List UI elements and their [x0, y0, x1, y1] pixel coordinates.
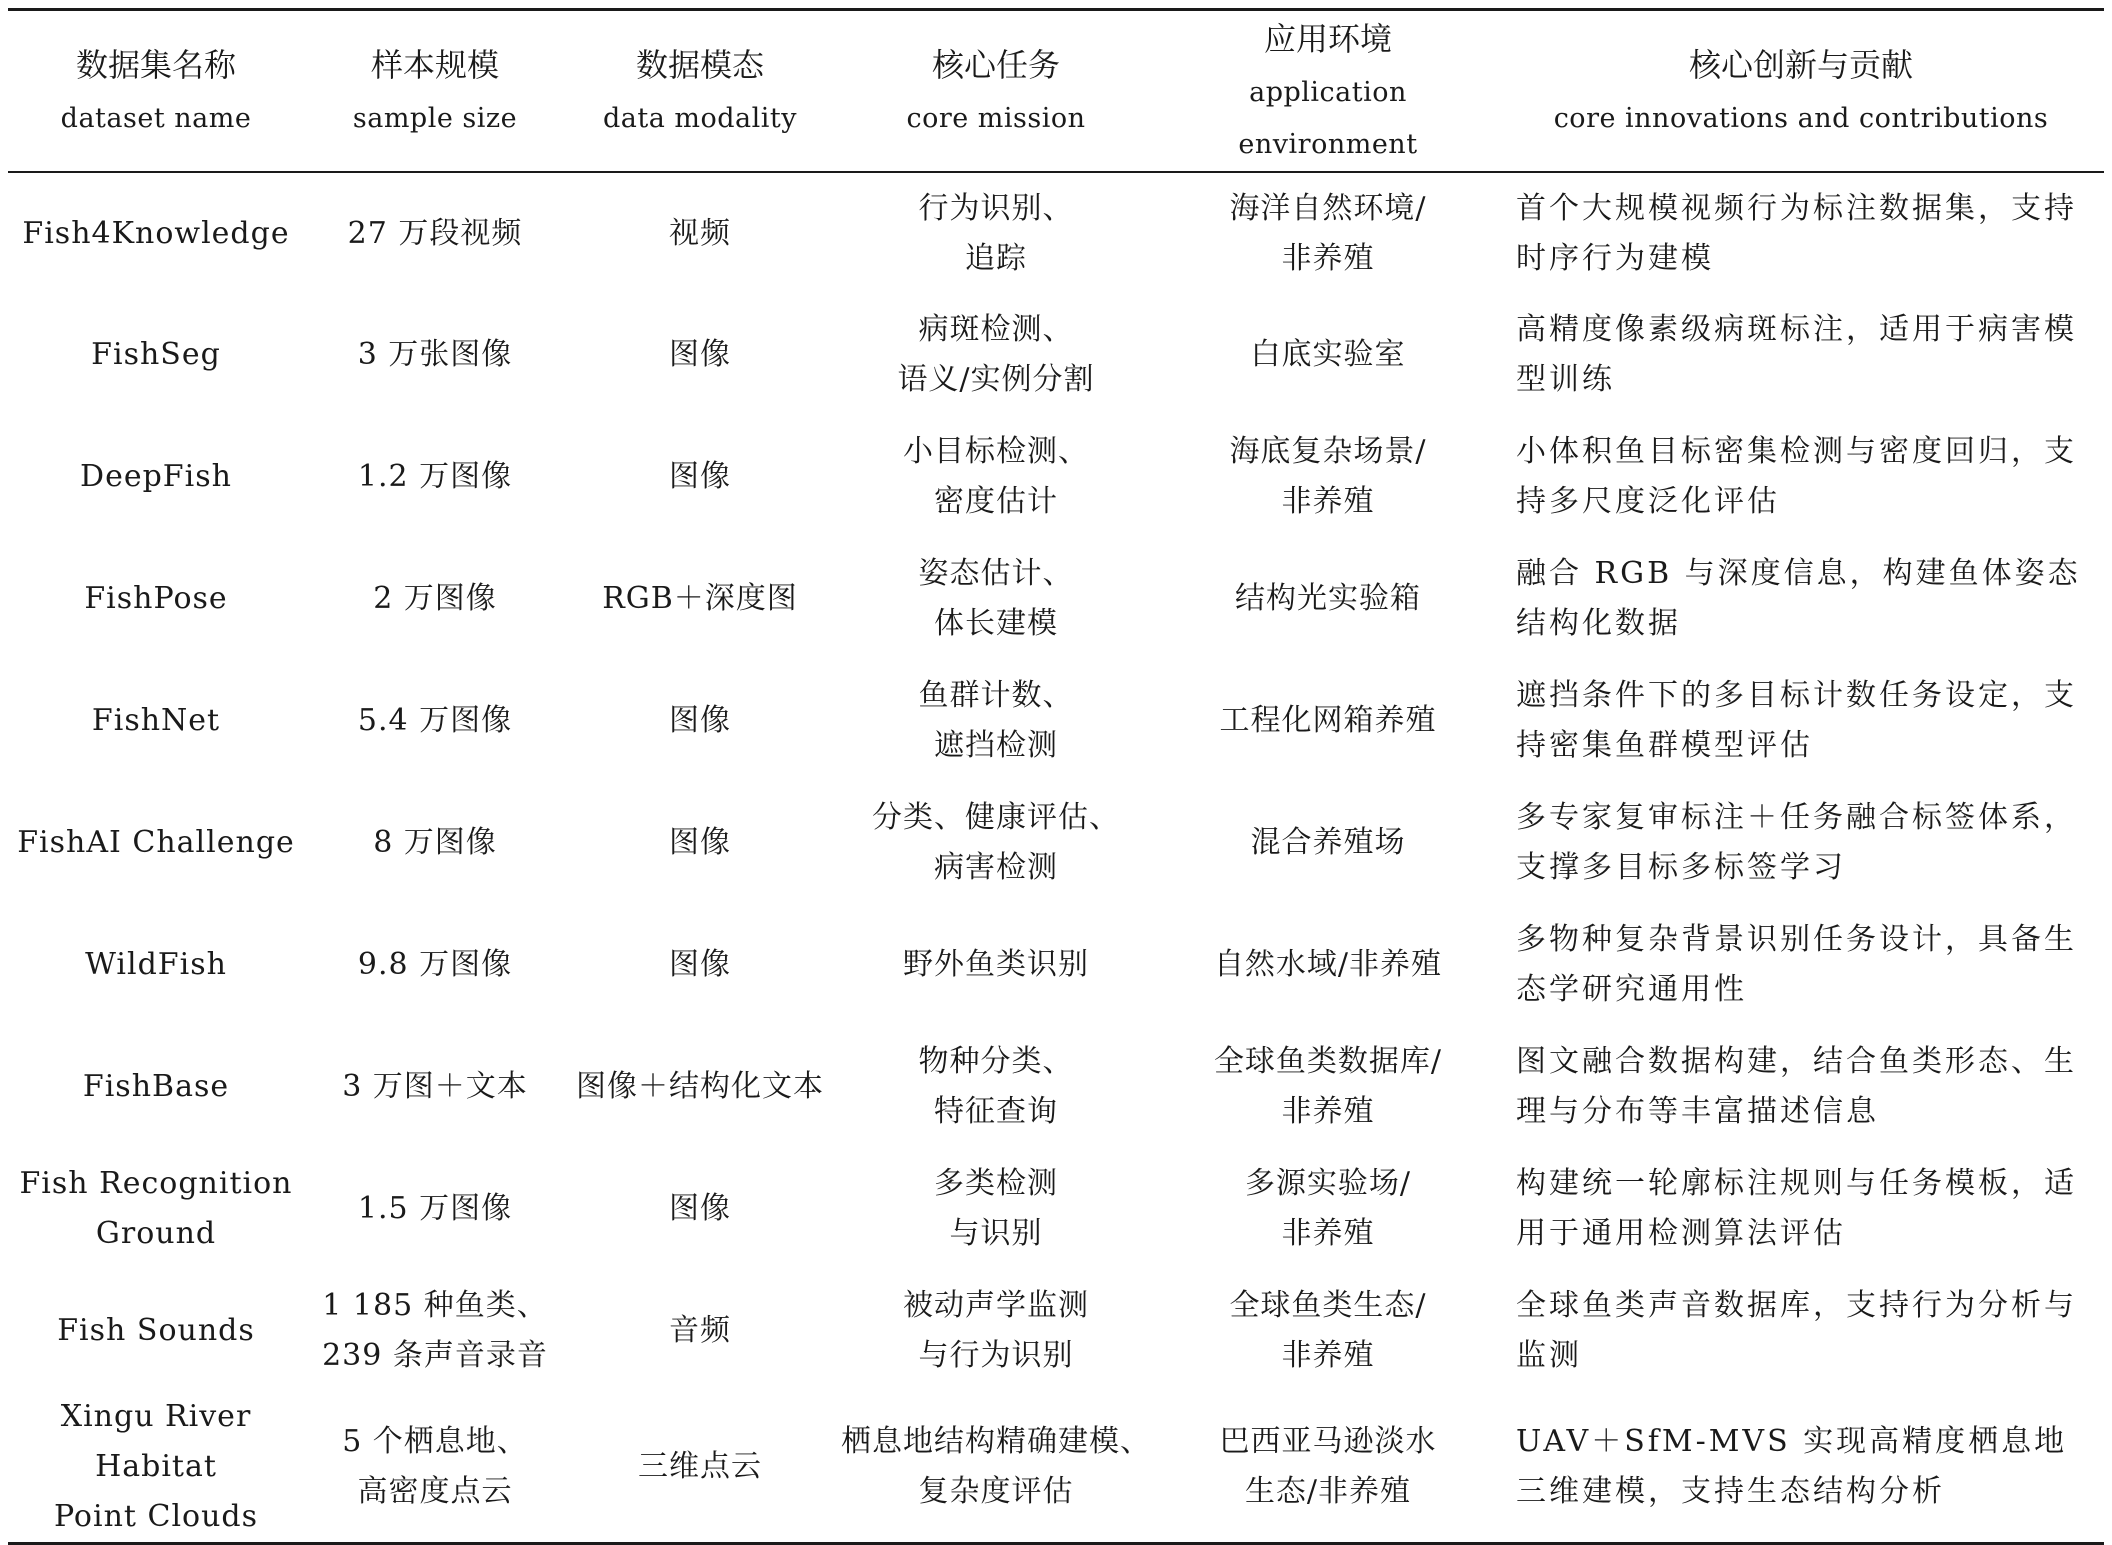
cell-core-mission: 物种分类、 特征查询: [918, 1044, 1074, 1129]
header-label-zh: 样本规模: [370, 46, 499, 84]
cell-data-modality: 音频: [669, 1313, 731, 1348]
cell-application-environment: 全球鱼类数据库/ 非养殖: [1213, 1044, 1443, 1129]
cell-data-modality: 视频: [669, 215, 731, 251]
cell-core-innovation: 图文融合数据构建，结合鱼类形态、生理与分布等丰富描述信息: [1516, 1044, 2077, 1129]
cell-data-modality: 图像: [669, 459, 731, 494]
cell-data-modality: 图像: [669, 947, 731, 982]
col-header-core-innovations: [1498, 10, 2104, 173]
cell-core-innovation: 遮挡条件下的多目标计数任务设定，支持密集鱼群模型评估: [1516, 678, 2077, 763]
cell-core-innovation: 构建统一轮廓标注规则与任务模板，适用于通用检测算法评估: [1516, 1166, 2077, 1251]
cell-data-modality: 图像: [669, 825, 731, 860]
header-label-en: core mission: [906, 103, 1086, 134]
cell-core-innovation: 小体积鱼目标密集检测与密度回归，支持多尺度泛化评估: [1516, 434, 2077, 519]
cell-application-environment: 自然水域/非养殖: [1213, 947, 1443, 982]
cell-core-innovation: 首个大规模视频行为标注数据集，支持时序行为建模: [1516, 190, 2077, 276]
cell-core-mission: 行为识别、 追踪: [918, 190, 1074, 276]
cell-sample-size: 1 185 种鱼类、 239 条声音录音: [322, 1288, 548, 1373]
table-row: [8, 294, 2104, 416]
table-row: [8, 538, 2104, 660]
table-row: [8, 172, 2104, 294]
table-row: [8, 1392, 2104, 1544]
cell-dataset-name: FishPose: [84, 581, 228, 616]
cell-application-environment: 混合养殖场: [1250, 825, 1406, 860]
cell-core-mission: 多类检测 与识别: [934, 1166, 1058, 1251]
table-row: [8, 416, 2104, 538]
cell-dataset-name: DeepFish: [80, 459, 232, 494]
table-row: [8, 904, 2104, 1026]
table-body: [8, 172, 2104, 1544]
header-label-en: core innovations and contributions: [1553, 103, 2049, 134]
cell-dataset-name: FishBase: [82, 1069, 230, 1104]
header-label-zh: 应用环境: [1263, 20, 1392, 58]
col-header-core-mission: [834, 10, 1158, 173]
cell-data-modality: RGB＋深度图: [602, 581, 798, 616]
cell-core-innovation: 融合 RGB 与深度信息，构建鱼体姿态结构化数据: [1516, 556, 2081, 641]
header-label-zh: 核心任务: [931, 46, 1060, 84]
cell-sample-size: 2 万图像: [373, 581, 497, 616]
cell-core-innovation: 全球鱼类声音数据库，支持行为分析与监测: [1516, 1288, 2077, 1373]
cell-core-mission: 分类、健康评估、 病害检测: [872, 800, 1120, 885]
cell-dataset-name: Fish4Knowledge: [22, 215, 290, 251]
cell-dataset-name: FishNet: [91, 703, 221, 738]
col-header-data-modality: [566, 10, 834, 173]
col-header-dataset-name: [8, 10, 304, 173]
cell-application-environment: 工程化网箱养殖: [1219, 703, 1437, 738]
header-label-zh: 数据集名称: [75, 46, 236, 84]
cell-data-modality: 图像: [669, 703, 731, 738]
cell-sample-size: 27 万段视频: [347, 215, 523, 251]
header-label-en: application environment: [1238, 77, 1418, 160]
header-label-en: sample size: [352, 103, 518, 134]
cell-core-innovation: UAV＋SfM-MVS 实现高精度栖息地三维建模，支持生态结构分析: [1516, 1424, 2068, 1509]
cell-sample-size: 1.2 万图像: [357, 459, 513, 494]
table-row: [8, 1026, 2104, 1148]
cell-core-mission: 病斑检测、 语义/实例分割: [897, 312, 1095, 397]
cell-core-innovation: 多专家复审标注＋任务融合标签体系，支撑多目标多标签学习: [1516, 800, 2077, 885]
cell-sample-size: 1.5 万图像: [357, 1191, 513, 1226]
cell-sample-size: 5.4 万图像: [357, 703, 513, 738]
col-header-sample-size: [304, 10, 566, 173]
cell-data-modality: 图像＋结构化文本: [576, 1069, 824, 1104]
header-label-en: dataset name: [60, 103, 252, 134]
cell-sample-size: 3 万图＋文本: [342, 1069, 528, 1104]
table-row: [8, 782, 2104, 904]
cell-core-mission: 姿态估计、 体长建模: [918, 556, 1074, 641]
cell-application-environment: 巴西亚马逊淡水 生态/非养殖: [1219, 1424, 1437, 1509]
table-row: [8, 1148, 2104, 1270]
cell-application-environment: 白底实验室: [1250, 337, 1406, 372]
cell-data-modality: 图像: [669, 1191, 731, 1226]
cell-core-mission: 野外鱼类识别: [903, 947, 1089, 982]
table-header: [8, 10, 2104, 173]
dataset-table: [8, 8, 2104, 1545]
cell-dataset-name: Fish Sounds: [57, 1313, 255, 1348]
cell-dataset-name: Xingu River Habitat Point Clouds: [53, 1399, 259, 1534]
header-label-zh: 核心创新与贡献: [1688, 46, 1913, 84]
cell-dataset-name: FishSeg: [91, 337, 221, 372]
col-header-application-environment: [1158, 10, 1498, 173]
cell-application-environment: 全球鱼类生态/ 非养殖: [1229, 1288, 1427, 1373]
cell-application-environment: 海洋自然环境/ 非养殖: [1229, 190, 1427, 276]
header-label-en: data modality: [602, 103, 798, 134]
header-label-zh: 数据模态: [635, 46, 764, 84]
cell-dataset-name: WildFish: [85, 947, 227, 982]
cell-sample-size: 8 万图像: [373, 825, 497, 860]
cell-data-modality: 图像: [669, 337, 731, 372]
cell-core-mission: 鱼群计数、 遮挡检测: [918, 678, 1074, 763]
cell-application-environment: 结构光实验箱: [1235, 581, 1421, 616]
table-row: [8, 1270, 2104, 1392]
cell-sample-size: 3 万张图像: [357, 337, 513, 372]
cell-application-environment: 海底复杂场景/ 非养殖: [1229, 434, 1427, 519]
cell-core-innovation: 多物种复杂背景识别任务设计，具备生态学研究通用性: [1516, 922, 2077, 1007]
cell-application-environment: 多源实验场/ 非养殖: [1244, 1166, 1412, 1251]
cell-dataset-name: Fish Recognition Ground: [19, 1166, 293, 1251]
cell-core-mission: 小目标检测、 密度估计: [903, 434, 1089, 519]
cell-core-innovation: 高精度像素级病斑标注，适用于病害模型训练: [1516, 312, 2077, 397]
table-row: [8, 660, 2104, 782]
cell-data-modality: 三维点云: [638, 1449, 762, 1484]
header-row: [8, 10, 2104, 173]
cell-core-mission: 栖息地结构精确建模、 复杂度评估: [841, 1424, 1151, 1509]
cell-sample-size: 9.8 万图像: [357, 947, 513, 982]
cell-core-mission: 被动声学监测 与行为识别: [903, 1288, 1089, 1373]
cell-dataset-name: FishAI Challenge: [17, 825, 295, 860]
cell-sample-size: 5 个栖息地、 高密度点云: [342, 1424, 528, 1509]
